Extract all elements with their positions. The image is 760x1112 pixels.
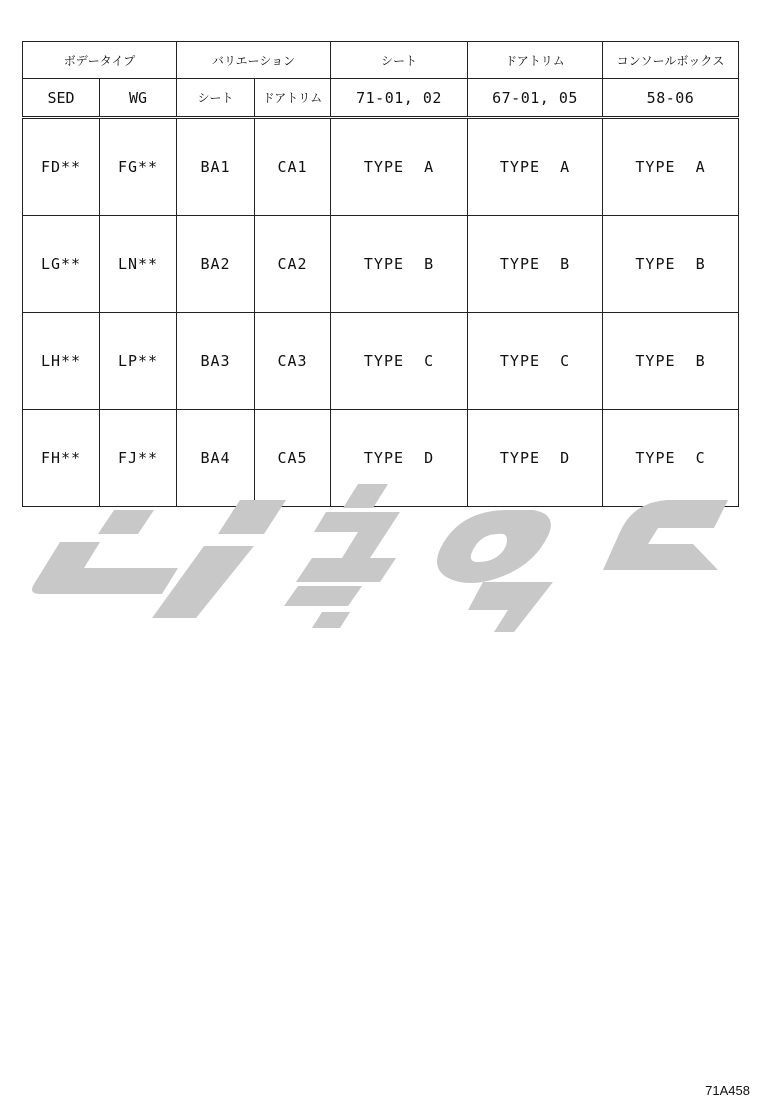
header-sed: SED — [23, 79, 100, 118]
door-trim-type: TYPE B — [468, 216, 603, 313]
seat-variation-code: BA1 — [177, 118, 255, 216]
wg-code: FJ** — [100, 410, 177, 507]
header-variation: バリエーション — [177, 42, 331, 79]
header-row-1 — [23, 42, 739, 79]
console-type: TYPE B — [603, 216, 739, 313]
seat-variation-code: BA3 — [177, 313, 255, 410]
door-trim-type: TYPE D — [468, 410, 603, 507]
figure-code: 71A458 — [705, 1083, 750, 1098]
wg-code: FG** — [100, 118, 177, 216]
header-variation-seat: シート — [177, 79, 255, 118]
console-part-number: 58-06 — [603, 79, 739, 118]
seat-type: TYPE B — [331, 216, 468, 313]
door-variation-code: CA2 — [255, 216, 331, 313]
table-row — [23, 313, 739, 410]
sed-code: FD** — [23, 118, 100, 216]
console-type: TYPE C — [603, 410, 739, 507]
table-row — [23, 118, 739, 216]
door-trim-type: TYPE A — [468, 118, 603, 216]
header-door-trim: ドアトリム — [468, 42, 603, 79]
seat-type: TYPE A — [331, 118, 468, 216]
header-wg: WG — [100, 79, 177, 118]
seat-type: TYPE D — [331, 410, 468, 507]
header-row-2 — [23, 79, 739, 118]
door-variation-code: CA3 — [255, 313, 331, 410]
door-variation-code: CA1 — [255, 118, 331, 216]
seat-variation-code: BA4 — [177, 410, 255, 507]
header-seat: シート — [331, 42, 468, 79]
sed-code: FH** — [23, 410, 100, 507]
door-trim-type: TYPE C — [468, 313, 603, 410]
sed-code: LH** — [23, 313, 100, 410]
logo-watermark-icon — [28, 470, 732, 640]
door-trim-part-number: 67-01, 05 — [468, 79, 603, 118]
sed-code: LG** — [23, 216, 100, 313]
header-body-type: ボデータイプ — [23, 42, 177, 79]
variation-table — [22, 41, 739, 507]
header-console-box: コンソールボックス — [603, 42, 739, 79]
door-variation-code: CA5 — [255, 410, 331, 507]
seat-type: TYPE C — [331, 313, 468, 410]
console-type: TYPE A — [603, 118, 739, 216]
header-variation-door-trim: ドアトリム — [255, 79, 331, 118]
seat-variation-code: BA2 — [177, 216, 255, 313]
wg-code: LN** — [100, 216, 177, 313]
console-type: TYPE B — [603, 313, 739, 410]
table-row — [23, 216, 739, 313]
seat-part-number: 71-01, 02 — [331, 79, 468, 118]
wg-code: LP** — [100, 313, 177, 410]
